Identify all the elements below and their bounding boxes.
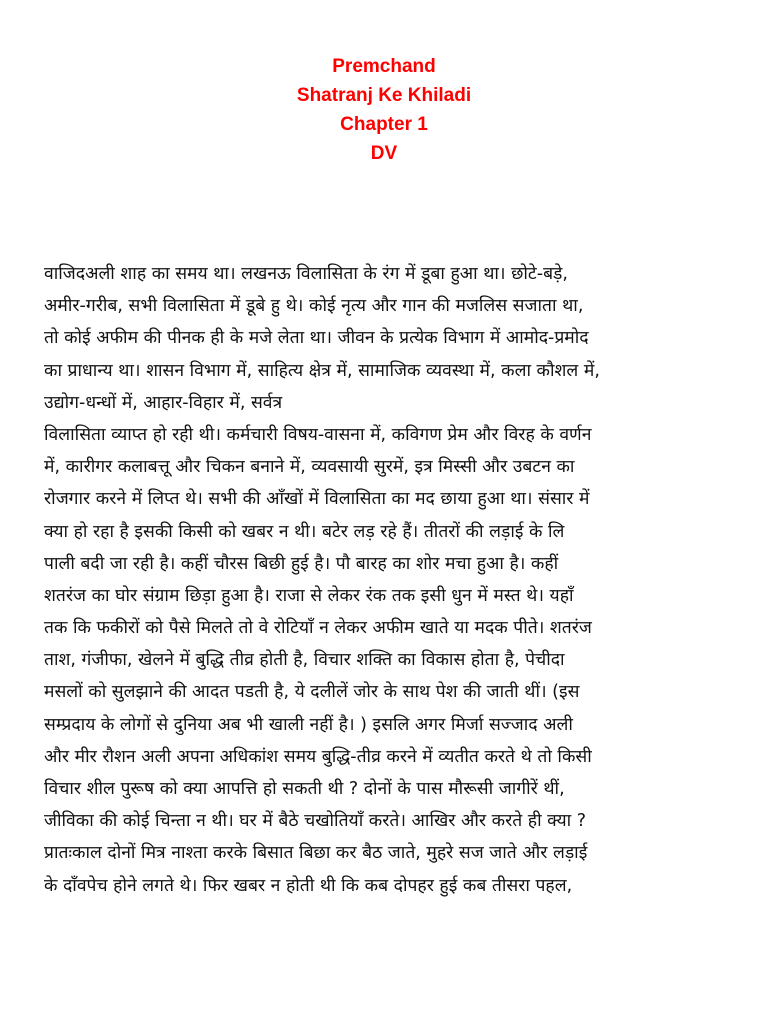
story-body <box>44 258 734 902</box>
text-line: और मीर रौशन अली अपना अधिकांश समय बुद्धि-तीव्र करने में व्यतीत करते थे तो किसी <box>44 746 592 767</box>
story-title: Shatranj Ke Khiladi <box>296 85 472 106</box>
text-line: प्रातःकाल दोनों मित्र नाश्ता करके बिसात बिछा कर बैठ जाते, मुहरे सज जाते और लड़ाई <box>44 843 588 864</box>
text-line: विचार शील पुरूष को क्या आपत्ति हो सकती थी ? दोनों के पास मौरूसी जागीरें थीं, <box>44 779 565 799</box>
text-line: जीविका की कोई चिन्ता न थी। घर में बैठे चखोतियाँ करते। आखिर और करते ही क्या ? <box>44 811 587 832</box>
heading-tag: DV <box>370 143 398 164</box>
text-line: में, कारीगर कलाबत्तू और चिकन बनाने में, व्यवसायी सुरमें, इत्र मिस्सी और उबटन का <box>44 457 575 478</box>
text-line: रोजगार करने में लिप्त थे। सभी की आँखों में विलासिता का मद छाया हुआ था। संसार में <box>44 489 590 510</box>
text-line: तो कोई अफीम की पीनक ही के मजे लेता था। जीवन के प्रत्येक विभाग में आमोद-प्रमोद <box>44 328 589 349</box>
text-line: उद्योग-धन्धों में, आहार-विहार में, सर्वत्र <box>44 392 283 413</box>
text-line: पाली बदी जा रही है। कहीं चौरस बिछी हुई है। पौ बारह का शोर मचा हुआ है। कहीं <box>44 553 559 574</box>
text-line: विलासिता व्याप्त हो रही थी। कर्मचारी विषय-वासना में, कविगण प्रेम और विरह के वर्णन <box>44 424 592 445</box>
text-line: अमीर-गरीब, सभी विलासिता में डूबे हु थे। कोई नृत्य और गान की मजलिस सजाता था, <box>44 296 584 317</box>
author-name: Premchand <box>332 56 436 77</box>
text-line: मसलों को सुलझाने की आदत पडती है, ये दलीलें जोर के साथ पेश की जाती थीं। (इस <box>44 682 580 703</box>
text-line: सम्प्रदाय के लोगों से दुनिया अब भी खाली नहीं है। ) इसलि अगर मिर्जा सज्जाद अली <box>44 714 573 735</box>
text-line: क्या हो रहा है इसकी किसी को खबर न थी। बटेर लड़ रहे हैं। तीतरों की लड़ाई के लि <box>44 521 565 542</box>
document-heading <box>0 55 768 171</box>
text-line: ताश, गंजीफा, खेलने में बुद्धि तीव्र होती है, विचार शक्ति का विकास होता है, पेचीदा <box>44 650 565 671</box>
text-line: का प्राधान्य था। शासन विभाग में, साहित्य क्षेत्र में, सामाजिक व्यवस्था में, कला कौशल में, <box>44 360 600 381</box>
text-line: तक कि फकीरों को पैसे मिलते तो वे रोटियाँ न लेकर अफीम खाते या मदक पीते। शतरंज <box>44 618 592 639</box>
text-line: शतरंज का घोर संग्राम छिड़ा हुआ है। राजा से लेकर रंक तक इसी धुन में मस्त थे। यहाँ <box>44 585 574 606</box>
text-line: के दाँवपेच होने लगते थे। फिर खबर न होती थी कि कब दोपहर हुई कब तीसरा पहल, <box>44 875 573 896</box>
chapter-label: Chapter 1 <box>340 114 428 135</box>
text-line: वाजिदअली शाह का समय था। लखनऊ विलासिता के रंग में डूबा हुआ था। छोटे-बड़े, <box>44 264 568 284</box>
